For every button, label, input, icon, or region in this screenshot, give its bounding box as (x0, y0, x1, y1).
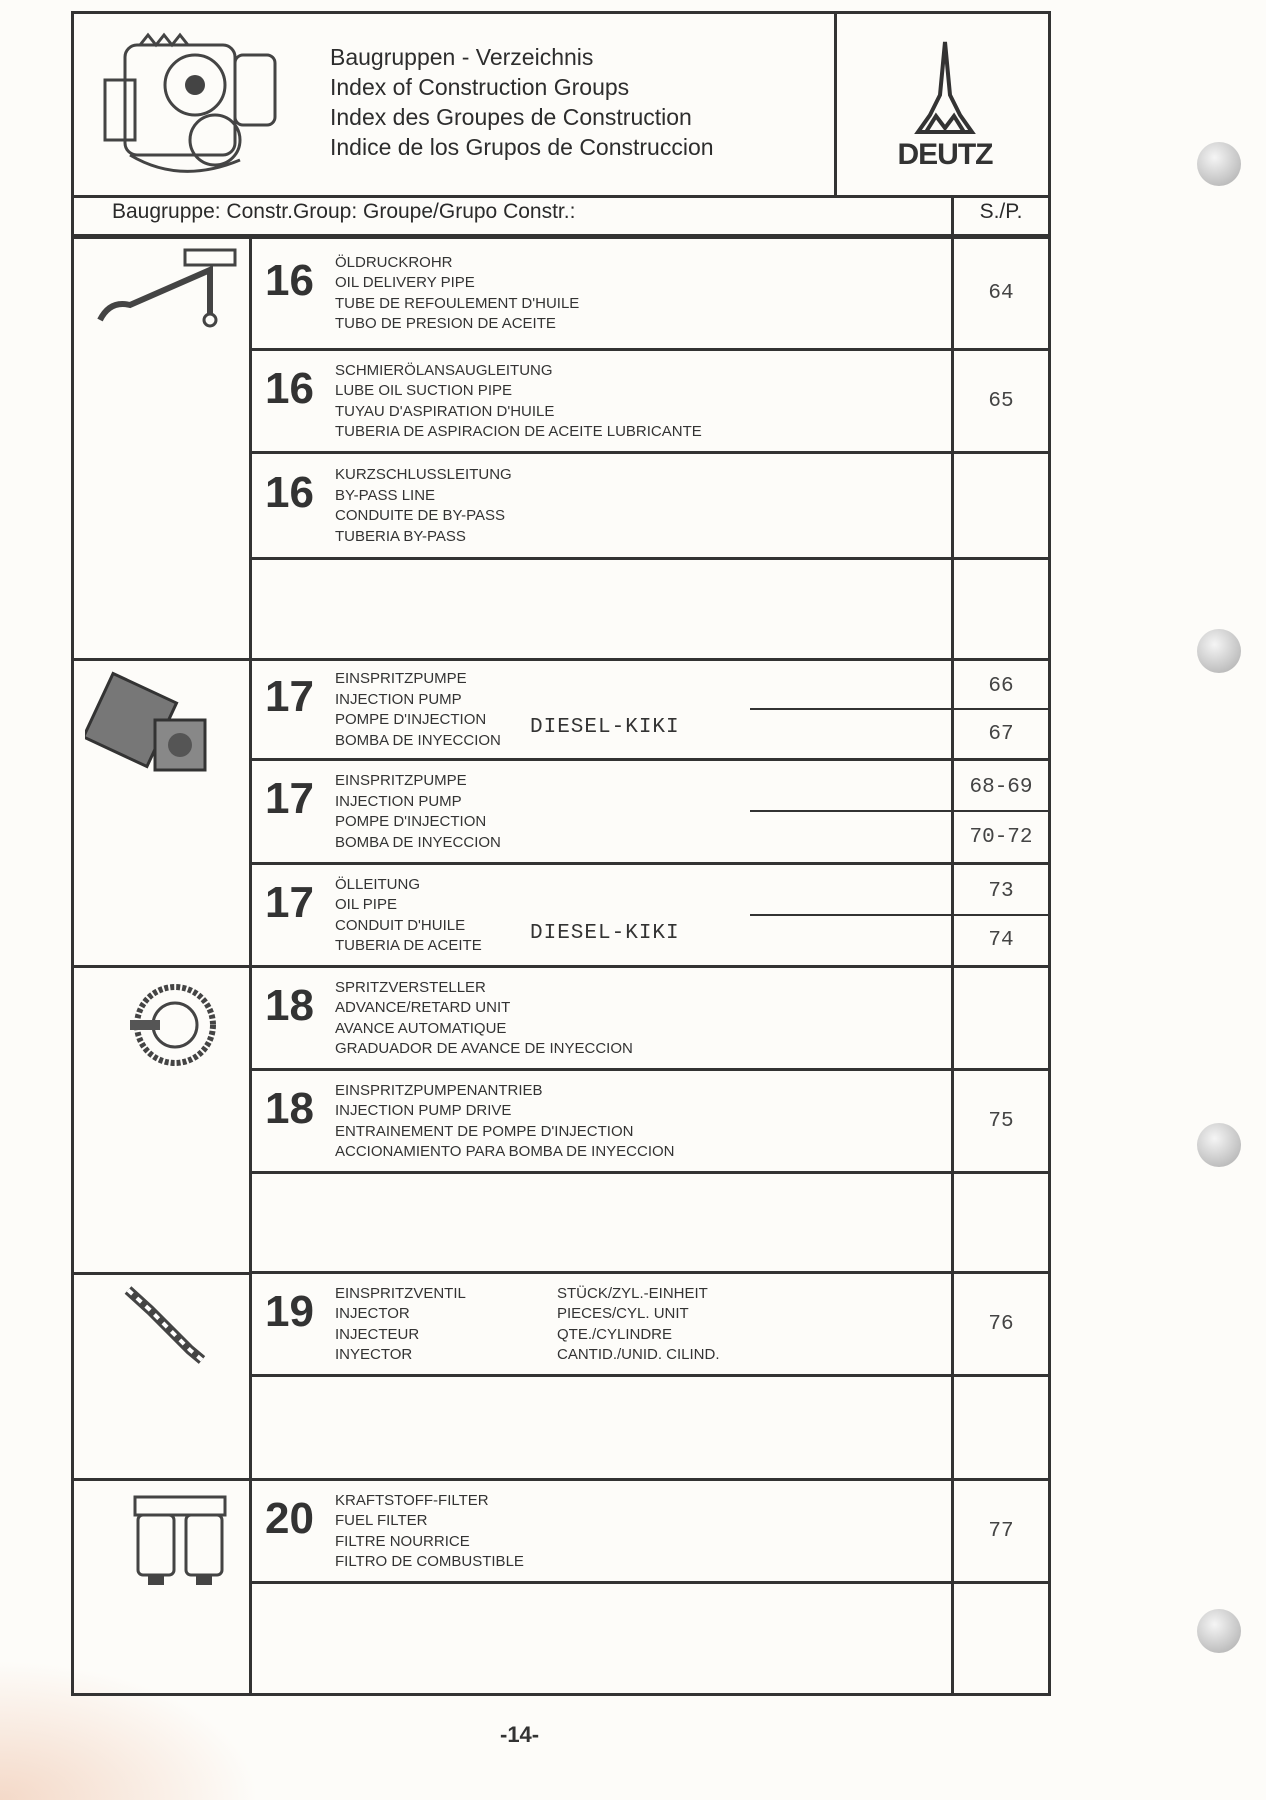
description-line: TUBO DE PRESION DE ACEITE (335, 315, 556, 332)
row-rule (251, 557, 1051, 560)
description-line: ACCIONAMIENTO PARA BOMBA DE INYECCION (335, 1143, 675, 1160)
description-line: BY-PASS LINE (335, 486, 436, 504)
group-description (335, 1284, 466, 1366)
row-rule (251, 758, 1051, 761)
table-row (253, 237, 949, 350)
description-line: AVANCE AUTOMATIQUE (335, 1019, 507, 1037)
group-description (335, 875, 482, 957)
page-reference: 67 (988, 723, 1014, 746)
description-line: GRADUADOR DE AVANCE DE INYECCION (335, 1040, 633, 1057)
group-description (335, 1491, 524, 1573)
header-bottom-rule (71, 195, 1051, 198)
description-line: TUBERIA DE ASPIRACION DE ACEITE LUBRICANTE (335, 423, 702, 440)
page-reference: 65 (988, 389, 1014, 413)
row-rule (251, 1068, 1051, 1071)
deutz-logo-text: DEUTZ (897, 138, 993, 171)
page-split-rule (750, 914, 1050, 916)
table-row (253, 453, 949, 559)
description-line: ÖLLEITUNG (335, 875, 421, 893)
description-line: FILTRO DE COMBUSTIBLE (335, 1553, 524, 1570)
description-line: ÖLDRUCKROHR (335, 253, 453, 271)
page-reference: 64 (988, 281, 1014, 305)
title-line-fr: Index des Groupes de Construction (330, 104, 692, 130)
title-line-de: Baugruppen - Verzeichnis (330, 44, 594, 70)
description-line: INJECTEUR (335, 1325, 420, 1343)
table-row (253, 1583, 949, 1694)
description-line: INJECTION PUMP DRIVE (335, 1102, 512, 1119)
index-title (330, 42, 714, 162)
subheader-divider (951, 195, 954, 237)
description-line: KRAFTSTOFF-FILTER (335, 1491, 489, 1509)
group-number: 20 (265, 1493, 314, 1543)
page-reference: 70-72 (969, 826, 1033, 849)
description-line: CONDUIT D'HUILE (335, 916, 466, 934)
description-line: TUYAU D'ASPIRATION D'HUILE (335, 402, 555, 420)
group-number: 18 (265, 980, 314, 1030)
table-row (253, 660, 949, 760)
table-row (253, 1480, 949, 1583)
description-line: EINSPRITZPUMPENANTRIEB (335, 1081, 543, 1099)
description-line: INJECTOR (335, 1305, 410, 1322)
description-line: OIL PIPE (335, 896, 397, 913)
description-line: OIL DELIVERY PIPE (335, 274, 475, 291)
description-line: TUBERIA BY-PASS (335, 527, 466, 545)
description-line: INYECTOR (335, 1346, 413, 1363)
table-row (253, 967, 949, 1070)
quantity-line: QTE./CYLINDRE (557, 1325, 673, 1343)
description-line: TUBE DE REFOULEMENT D'HUILE (335, 294, 580, 312)
description-line: ADVANCE/RETARD UNIT (335, 999, 511, 1016)
row-rule (251, 1271, 1051, 1274)
quantity-description (557, 1284, 720, 1366)
page-reference: 76 (988, 1312, 1014, 1336)
page-column-label: S./P. (979, 200, 1023, 223)
description-line: FILTRE NOURRICE (335, 1532, 470, 1550)
image-section-rule (71, 965, 251, 968)
binder-hole (1197, 629, 1241, 673)
group-description (335, 361, 702, 443)
page-split-rule (750, 810, 1050, 812)
row-rule (251, 862, 1051, 865)
image-section-rule (71, 1478, 251, 1481)
binder-hole (1197, 1123, 1241, 1167)
group-number: 17 (265, 672, 314, 721)
row-rule (251, 1171, 1051, 1174)
row-rule (251, 1581, 1051, 1584)
description-line: INJECTION PUMP (335, 690, 462, 708)
deutz-tower-icon (860, 40, 1030, 140)
description-line: FUEL FILTER (335, 1512, 428, 1529)
group-description (335, 978, 633, 1060)
group-description (335, 669, 501, 751)
group-description (335, 465, 512, 547)
table-row (253, 1070, 949, 1173)
row-rule (251, 965, 1051, 968)
quantity-line: PIECES/CYL. UNIT (557, 1305, 689, 1322)
group-description (335, 1081, 675, 1163)
page-reference: 66 (988, 675, 1014, 698)
row-rule (251, 1478, 1051, 1481)
engine-illustration (95, 25, 295, 185)
row-rule (251, 451, 1051, 454)
description-line: LUBE OIL SUCTION PIPE (335, 382, 512, 399)
table-row (253, 1273, 949, 1376)
description-line: EINSPRITZPUMPE (335, 670, 467, 687)
header-divider (834, 11, 837, 197)
manufacturer-annotation: DIESEL-KIKI (530, 716, 680, 739)
description-line: TUBERIA DE ACEITE (335, 937, 482, 954)
fuel-filter-illustration (130, 1487, 230, 1592)
image-section-rule (71, 658, 251, 661)
binder-hole (1197, 142, 1241, 186)
page-reference: 75 (988, 1109, 1014, 1133)
description-line: EINSPRITZVENTIL (335, 1284, 466, 1302)
table-row (253, 760, 949, 864)
page-number: -14- (500, 1722, 540, 1747)
description-line: EINSPRITZPUMPE (335, 772, 467, 789)
description-line: BOMBA DE INYECCION (335, 731, 501, 749)
row-rule (251, 1374, 1051, 1377)
manufacturer-annotation: DIESEL-KIKI (530, 921, 680, 945)
table-row (253, 350, 949, 453)
group-number: 16 (265, 255, 314, 305)
oil-pipe-illustration (90, 245, 240, 345)
group-number: 18 (265, 1083, 314, 1133)
group-number: 17 (265, 774, 314, 823)
table-row (253, 1173, 949, 1273)
group-number: 16 (265, 468, 314, 517)
description-line: POMPE D'INJECTION (335, 711, 487, 728)
description-line: KURZSCHLUSSLEITUNG (335, 466, 512, 483)
group-number: 19 (265, 1286, 314, 1336)
title-line-es: Indice de los Grupos de Construccion (330, 134, 714, 160)
description-line: BOMBA DE INYECCION (335, 833, 501, 851)
quantity-line: CANTID./UNID. CILIND. (557, 1346, 720, 1363)
description-line: SPRITZVERSTELLER (335, 978, 486, 996)
group-number: 16 (265, 363, 314, 413)
column-label: Baugruppe: Constr.Group: Groupe/Grupo Constr.: (112, 200, 576, 223)
description-line: POMPE D'INJECTION (335, 813, 487, 830)
image-section-rule (71, 1272, 251, 1275)
quantity-line: STÜCK/ZYL.-EINHEIT (557, 1284, 708, 1302)
description-line: ENTRAINEMENT DE POMPE D'INJECTION (335, 1122, 634, 1140)
description-line: INJECTION PUMP (335, 792, 462, 810)
page-reference: 68-69 (969, 776, 1033, 799)
title-line-en: Index of Construction Groups (330, 74, 630, 100)
advance-unit-illustration (120, 975, 220, 1075)
group-number: 17 (265, 877, 314, 927)
page-reference: 77 (988, 1519, 1014, 1543)
group-description (335, 771, 501, 853)
page-reference: 74 (988, 929, 1014, 953)
table-row (253, 559, 949, 660)
row-rule (251, 348, 1051, 351)
group-description (335, 253, 579, 335)
row-rule (251, 658, 1051, 661)
deutz-logo (860, 40, 1030, 170)
binder-hole (1197, 1609, 1241, 1653)
table-row (253, 864, 949, 967)
table-row (253, 1376, 949, 1480)
description-line: SCHMIERÖLANSAUGLEITUNG (335, 361, 553, 379)
page-split-rule (750, 708, 1050, 710)
injector-illustration (120, 1280, 210, 1370)
page-reference: 73 (988, 879, 1014, 903)
injection-pump-illustration (85, 670, 225, 790)
description-line: CONDUITE DE BY-PASS (335, 507, 506, 524)
